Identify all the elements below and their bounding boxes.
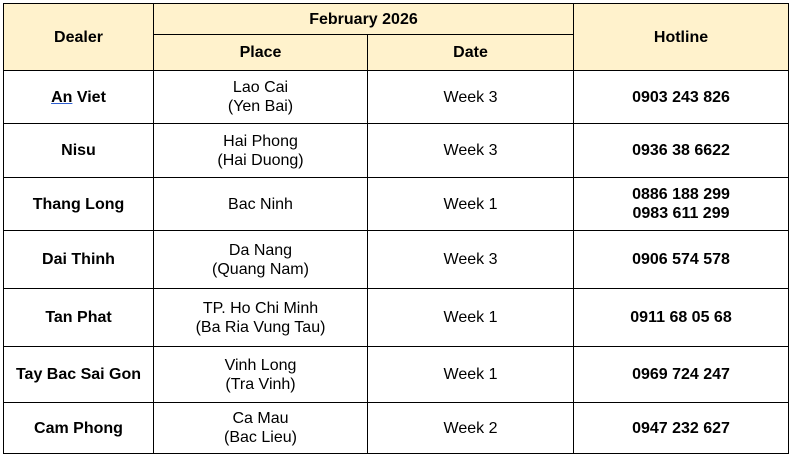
dealer-schedule-table	[3, 3, 789, 454]
place-province: (Ba Ria Vung Tau)	[195, 318, 326, 336]
place-cell	[154, 178, 368, 231]
place-province: (Bac Lieu)	[224, 429, 297, 446]
header-hotline: Hotline	[574, 4, 789, 71]
header-place: Place	[154, 35, 368, 71]
hotline-number: 0886 188 299	[632, 186, 730, 203]
dealer-name: Tan Phat	[45, 309, 112, 326]
header-date: Date	[368, 35, 574, 71]
dealer-name: Tay Bac Sai Gon	[15, 366, 142, 383]
dealer-cell	[4, 71, 154, 124]
place-city: Lao Cai	[232, 79, 289, 96]
hotline-cell	[574, 178, 789, 231]
table-row	[4, 178, 789, 231]
dealer-cell	[4, 231, 154, 289]
hotline-cell	[574, 71, 789, 124]
date-cell: Week 3	[368, 71, 574, 124]
date-cell: Week 1	[368, 289, 574, 347]
header-dealer: Dealer	[4, 4, 154, 71]
dealer-cell	[4, 403, 154, 454]
place-city: Vinh Long	[224, 356, 297, 374]
dealer-cell	[4, 124, 154, 178]
place-cell	[154, 124, 368, 178]
dealer-cell	[4, 289, 154, 347]
table-row	[4, 231, 789, 289]
place-cell	[154, 289, 368, 347]
dealer-name: Viet	[72, 88, 106, 106]
hotline-number: 0903 243 826	[632, 88, 730, 106]
dealer-cell	[4, 347, 154, 403]
hotline-cell	[574, 231, 789, 289]
dealer-name: Nisu	[61, 142, 96, 159]
table-row	[4, 347, 789, 403]
place-city: Ca Mau	[232, 410, 289, 427]
place-city: Hai Phong	[223, 132, 298, 150]
hotline-cell	[574, 347, 789, 403]
place-cell	[154, 403, 368, 454]
dealer-name-part: An	[51, 88, 73, 106]
place-cell	[154, 347, 368, 403]
date-cell: Week 1	[368, 347, 574, 403]
hotline-cell	[574, 403, 789, 454]
place-province: (Tra Vinh)	[225, 375, 296, 393]
place-city: Da Nang	[228, 241, 293, 259]
header-period: February 2026	[154, 4, 574, 35]
place-city: Bac Ninh	[228, 195, 293, 213]
table-row	[4, 403, 789, 454]
hotline-cell	[574, 289, 789, 347]
hotline-number: 0911 68 05 68	[630, 309, 732, 326]
table-row	[4, 289, 789, 347]
place-province: (Hai Duong)	[217, 151, 304, 169]
place-city: TP. Ho Chi Minh	[202, 299, 319, 317]
dealer-cell	[4, 178, 154, 231]
place-province: (Yen Bai)	[227, 98, 294, 115]
place-cell	[154, 231, 368, 289]
place-cell	[154, 71, 368, 124]
hotline-number: 0906 574 578	[632, 251, 730, 268]
hotline-number-2: 0983 611 299	[632, 205, 730, 222]
dealer-name: Thang Long	[32, 195, 125, 213]
dealer-name: Dai Thinh	[42, 251, 115, 268]
date-cell: Week 3	[368, 231, 574, 289]
hotline-cell	[574, 124, 789, 178]
date-cell: Week 1	[368, 178, 574, 231]
place-province: (Quang Nam)	[212, 260, 309, 278]
table-row	[4, 124, 789, 178]
date-cell: Week 2	[368, 403, 574, 454]
date-cell: Week 3	[368, 124, 574, 178]
dealer-name: Cam Phong	[34, 419, 123, 437]
hotline-number: 0969 724 247	[632, 366, 730, 383]
hotline-number: 0947 232 627	[632, 419, 730, 437]
hotline-number: 0936 38 6622	[632, 142, 730, 159]
table-row	[4, 71, 789, 124]
